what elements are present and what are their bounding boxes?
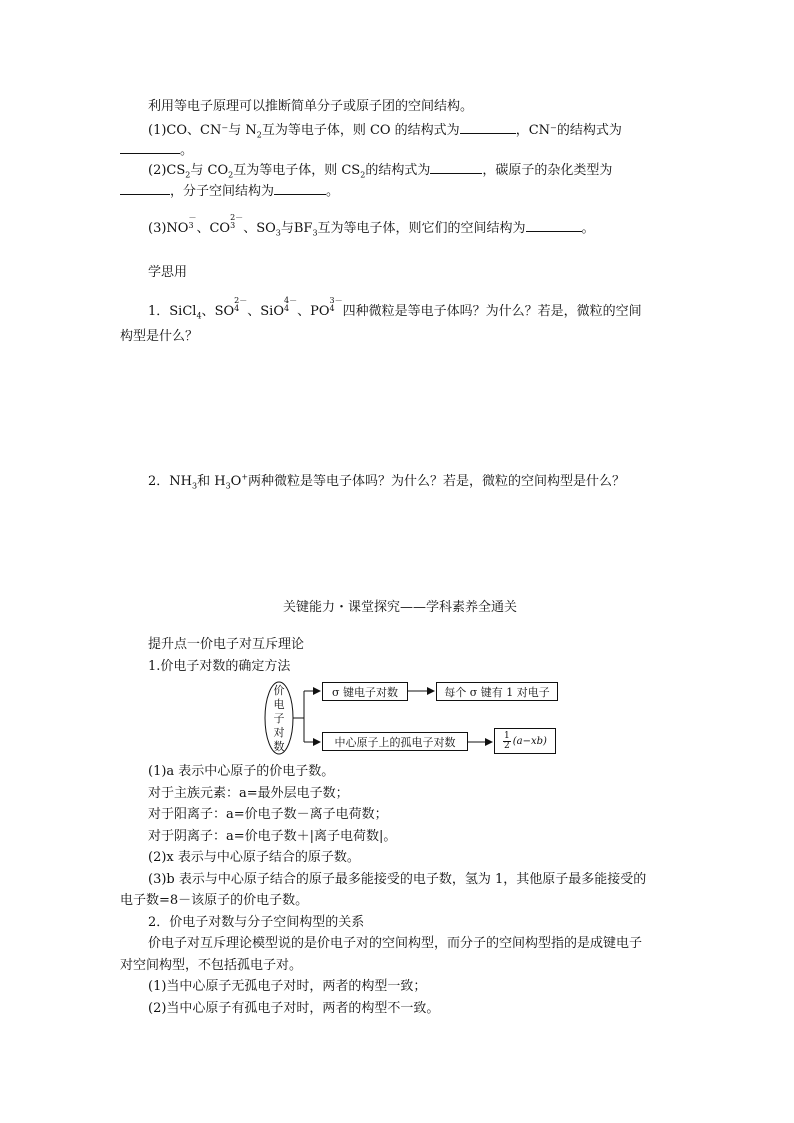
q3-rest: 互为等电子体，则它们的空间结构为 xyxy=(317,221,526,236)
q3-co3-sup: 2－ xyxy=(230,213,244,222)
def-anion: 对于阴离子：a=价电子数＋|离子电荷数|。 xyxy=(148,829,397,844)
p1-so4: SO xyxy=(214,304,235,319)
p1-sep: 、 xyxy=(201,304,215,319)
q3-no3-sup: － xyxy=(188,213,197,222)
problem-1-line2: 构型是什么？ xyxy=(120,329,199,344)
p1-sio4: SiO xyxy=(260,304,284,319)
q1-cn-structure-blank[interactable] xyxy=(120,141,180,154)
relation-line1: 价电子对互斥理论模型说的是价电子对的空间构型，而分子的空间构型指的是成键电子 xyxy=(148,936,643,951)
q1-part-a-sub: 2 xyxy=(256,130,262,140)
q2-cs2-structure-blank[interactable] xyxy=(430,161,482,174)
q2-co2: 与 CO xyxy=(190,163,229,178)
p1-sep2: 、 xyxy=(247,304,261,319)
p1-po4-sup: 3－ xyxy=(329,296,343,305)
problem-2 xyxy=(148,473,625,491)
question-2-line2 xyxy=(120,182,339,201)
subsection-1-title: 1.价电子对数的确定方法 xyxy=(148,659,291,674)
p2-nh3-sub: 3 xyxy=(192,481,198,491)
def-main-group: 对于主族元素：a=最外层电子数； xyxy=(148,786,349,801)
sigma-pair-box: σ 键电子对数 xyxy=(322,682,408,701)
q3-co3: CO xyxy=(209,221,231,236)
q2-part-d: 的结构式为 xyxy=(365,163,431,178)
section-xue-si-yong: 学思用 xyxy=(148,265,188,280)
p1-sicl: SiCl xyxy=(169,304,197,319)
root-char-3: 子 xyxy=(273,712,285,725)
q3-co3-charge xyxy=(230,214,243,230)
subsection-2-title: 2．价电子对数与分子空间构型的关系 xyxy=(148,915,365,930)
section-banner: 关键能力・课堂探究——学科素养全通关 xyxy=(283,600,518,615)
p2-mid: 和 H xyxy=(197,474,226,489)
p1-sicl-sub: 4 xyxy=(196,311,202,321)
p1-sio4-sub: 4 xyxy=(283,304,290,313)
p2-h3o-sub: 3 xyxy=(225,481,231,491)
q2-part-f: ，分子空间结构为 xyxy=(170,184,275,199)
p2-rest: 两种微粒是等电子体吗？为什么？若是，微粒的空间构型是什么？ xyxy=(248,474,626,489)
q2-number: (2) xyxy=(148,163,167,178)
q1-part-b: 互为等电子体，则 CO 的结构式为 xyxy=(261,123,460,138)
q3-so3: 、SO xyxy=(243,221,276,236)
q2-cs2: CS xyxy=(166,163,186,178)
root-label xyxy=(270,684,288,754)
q3-co3-sub: 3 xyxy=(230,221,236,230)
fraction-denominator: 2 xyxy=(504,740,510,751)
def-cation: 对于阳离子：a=价电子数－离子电荷数； xyxy=(148,807,388,822)
q1-co-structure-blank[interactable] xyxy=(460,121,516,134)
def-b-line2: 电子数=8－该原子的价电子数。 xyxy=(120,893,309,908)
sigma-result-box: 每个 σ 键有 1 对电子 xyxy=(436,682,558,701)
p1-rest: 四种微粒是等电子体吗？为什么？若是，微粒的空间 xyxy=(342,304,642,319)
q3-bf3: 与BF xyxy=(280,221,313,236)
point-1-title: 提升点一价电子对互斥理论 xyxy=(148,637,305,652)
formula-expression: (a−xb) xyxy=(512,735,547,747)
p1-so4-sup: 2－ xyxy=(234,296,248,305)
half-fraction xyxy=(503,732,511,751)
p1-so4-sub: 4 xyxy=(234,304,240,313)
problem-1 xyxy=(148,297,642,321)
root-char-5: 数 xyxy=(273,740,285,753)
q3-number: (3) xyxy=(148,221,167,236)
p1-sio4-sup: 4－ xyxy=(283,296,298,305)
question-3 xyxy=(148,214,595,238)
p1-number: 1． xyxy=(148,304,170,319)
relation-case1: (1)当中心原子无孤电子对时，两者的构型一致； xyxy=(148,979,427,994)
p1-sio4-charge xyxy=(284,297,297,313)
relation-case2: (2)当中心原子有孤电子对时，两者的构型不一致。 xyxy=(148,1001,440,1016)
question-2 xyxy=(148,161,612,180)
def-b-line1: (3)b 表示与中心原子结合的原子最多能接受的电子数，氢为 1，其他原子最多能接受的 xyxy=(148,872,647,887)
root-char-1: 价 xyxy=(273,684,285,697)
q2-hybrid-blank[interactable] xyxy=(120,182,170,195)
p1-po4: PO xyxy=(310,304,330,319)
q3-so3-sub: 3 xyxy=(275,228,281,238)
q3-no3-charge xyxy=(188,214,196,230)
p1-sep3: 、 xyxy=(297,304,311,319)
q2-end: 。 xyxy=(326,184,340,199)
q3-no3-sub: 3 xyxy=(188,221,194,230)
q1-end: 。 xyxy=(180,143,194,158)
q1-part-c: ，CN⁻的结构式为 xyxy=(515,123,622,138)
intro-text: 利用等电子原理可以推断简单分子或原子团的空间结构。 xyxy=(148,99,474,114)
question-1 xyxy=(148,121,622,140)
q1-part-a: CO、CN⁻与 N xyxy=(166,123,257,138)
q2-co2-sub: 2 xyxy=(228,170,234,180)
p1-po4-sub: 4 xyxy=(329,304,335,313)
q3-end: 。 xyxy=(581,221,595,236)
q2-part-c: 互为等电子体，则 CS xyxy=(233,163,361,178)
def-x: (2)x 表示与中心原子结合的原子数。 xyxy=(148,850,360,865)
formula-box xyxy=(494,728,556,754)
p2-number: 2． xyxy=(148,474,170,489)
question-1-line2 xyxy=(120,141,193,160)
lone-pair-box: 中心原子上的孤电子对数 xyxy=(322,732,468,751)
q2-part-c-sub: 2 xyxy=(360,170,366,180)
q3-shape-blank[interactable] xyxy=(526,219,582,232)
fraction-numerator: 1 xyxy=(504,730,510,741)
p2-h3o-sup: + xyxy=(241,472,249,482)
p2-h3o: O xyxy=(230,474,242,489)
p1-po4-charge xyxy=(330,297,343,313)
root-char-2: 电 xyxy=(273,698,285,711)
q1-number: (1) xyxy=(148,123,167,138)
p2-nh3: NH xyxy=(169,474,192,489)
relation-line2: 对空间构型，不包括孤电子对。 xyxy=(120,958,303,973)
q3-sep1: 、 xyxy=(196,221,210,236)
q2-part-e: ，碳原子的杂化类型为 xyxy=(482,163,613,178)
q3-no3: NO xyxy=(166,221,189,236)
p1-so4-charge xyxy=(234,297,247,313)
valence-pair-diagram xyxy=(262,678,562,758)
q3-bf3-sub: 3 xyxy=(312,228,318,238)
def-a: (1)a 表示中心原子的价电子数。 xyxy=(148,764,335,779)
q2-cs2-sub: 2 xyxy=(185,170,191,180)
q2-shape-blank[interactable] xyxy=(274,182,326,195)
root-char-4: 对 xyxy=(273,726,285,739)
